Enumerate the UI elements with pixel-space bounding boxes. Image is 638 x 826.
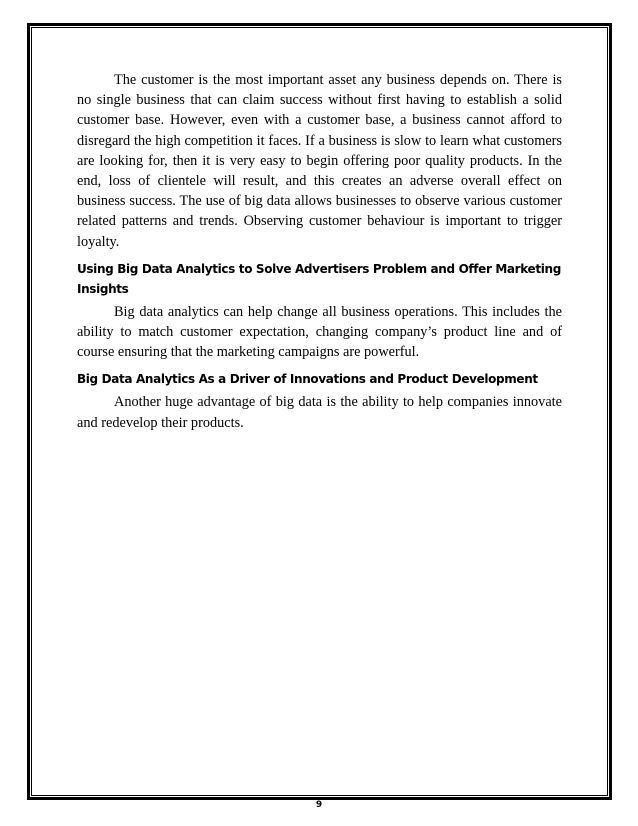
paragraph-business-operations: Big data analytics can help change all business operations. This includes the ability to match customer expectation, changing company’s product line and of course ensuring that the marketing campaigns are powerful.: [77, 303, 562, 361]
heading-advertisers-problem: Using Big Data Analytics to Solve Advertisers Problem and Offer Marketing Insights: [77, 261, 561, 296]
page-content: [77, 70, 562, 433]
heading-innovations: Big Data Analytics As a Driver of Innovations and Product Development: [77, 372, 538, 387]
page-number: 9: [315, 800, 323, 810]
paragraph-customer-asset: The customer is the most important asset any business depends on. There is no single business that can claim success without first having to establish a solid customer base. However, even with a customer base, a business cannot afford to disregard the high competition it faces. If a business is slow to learn what customers are looking for, then it is very easy to begin offering poor quality products. In the end, loss of clientele will result, and this creates an adverse overall effect on business success. The use of big data allows businesses to observe various customer related patterns and trends. Observing customer behaviour is important to trigger loyalty.: [77, 72, 562, 250]
paragraph-innovation-advantage: Another huge advantage of big data is the ability to help companies innovate and redevelop their products.: [77, 394, 562, 431]
